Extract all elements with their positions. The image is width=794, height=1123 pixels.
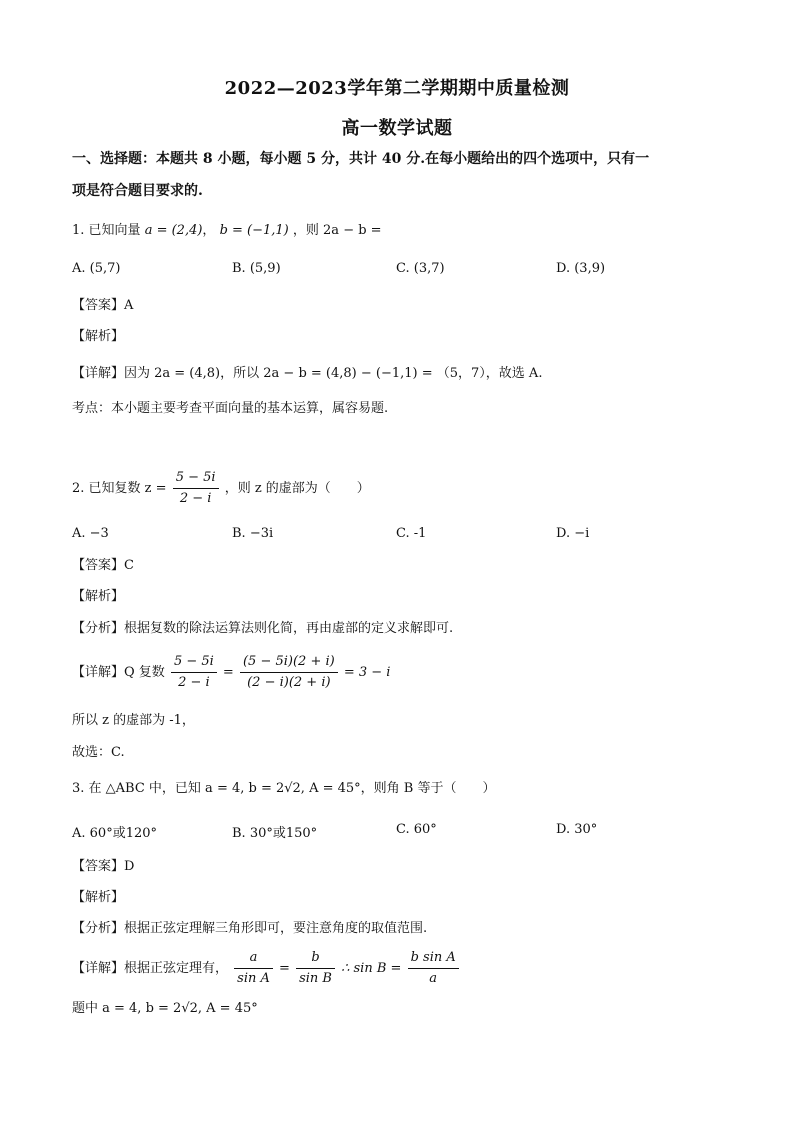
q3-stem: 3. 在 △ABC 中，已知 a = 4, b = 2√2, A = 45°，则角 B 等于（ ）	[72, 781, 496, 796]
q1-ask: ，则 2a − b =	[292, 223, 382, 238]
q3-analysis-label: 【解析】	[72, 890, 125, 905]
q3-fraction-1-den: sin A	[237, 971, 270, 986]
q2-detail-prefix: 【详解】Q 复数	[72, 665, 165, 680]
q3-fraction-2-num: b	[296, 948, 335, 969]
page-subtitle: 高一数学试题	[341, 118, 453, 139]
q1-option-b: B. (5,9)	[232, 261, 281, 276]
q2-detail: 【详解】Q 复数 $\frac{5 - 5i}{2 - i}$ = $\frac{(5 - 5i)(2 + i)}{(2 - i)(2 + i)}$ = 3 − i	[72, 652, 390, 693]
q2-option-c: C. -1	[396, 526, 427, 541]
q2-fenxi: 【分析】根据复数的除法运算法则化简，再由虚部的定义求解即可.	[72, 621, 454, 636]
q1-vector-a: a = (2,4)	[144, 223, 203, 238]
q3-therefore: ∴ sin B =	[341, 961, 402, 976]
q1-analysis-label: 【解析】	[72, 329, 125, 344]
q3-option-d: D. 30°	[556, 822, 598, 837]
q1-answer: 【答案】A	[72, 298, 134, 313]
q2-conclusion: 所以 z 的虚部为 -1，	[72, 713, 195, 728]
q2-fraction	[173, 468, 219, 509]
q1-vector-b: b = (−1,1)	[219, 223, 289, 238]
q1-stem-prefix: 1. 已知向量	[72, 223, 141, 238]
q2-fraction-numerator: 5 − 5i	[173, 468, 219, 489]
q3-fraction-2	[296, 948, 335, 989]
q2-detail-fraction-2-den: (2 − i)(2 + i)	[247, 675, 331, 690]
q2-option-b: B. −3i	[232, 526, 274, 541]
q1-option-d: D. (3,9)	[556, 261, 606, 276]
q3-detail: 【详解】根据正弦定理有， $\frac{a}{\text{sin A}}$ = $\frac{b}{\text{sin B}}$ ∴ sin B = $\frac{\text{b sin A}}{a}$	[72, 948, 461, 989]
q1-stem: 1. 已知向量 a = (2,4)， b = (−1,1) ，则 2a − b =	[72, 223, 382, 238]
q3-fraction-1	[234, 948, 273, 989]
q2-detail-fraction-1-num: 5 − 5i	[171, 652, 217, 673]
q2-fraction-denominator: 2 − i	[179, 491, 212, 506]
q2-detail-result: = 3 − i	[343, 665, 391, 680]
q2-stem-suffix: ，则 z 的虚部为（ ）	[224, 481, 370, 496]
q2-option-a: A. −3	[72, 526, 109, 541]
q2-choose: 故选：C.	[72, 745, 125, 760]
q2-answer: 【答案】C	[72, 558, 134, 573]
q3-given: 题中 a = 4, b = 2√2, A = 45°	[72, 1001, 258, 1016]
q2-stem	[72, 468, 370, 509]
q2-option-d: D. −i	[556, 526, 590, 541]
q3-option-c: C. 60°	[396, 822, 437, 837]
q1-option-a: A. (5,7)	[72, 261, 121, 276]
q1-note: 考点：本小题主要考查平面向量的基本运算，属容易题.	[72, 401, 389, 416]
q2-detail-fraction-1	[171, 652, 217, 693]
q2-analysis-label: 【解析】	[72, 589, 125, 604]
q3-fraction-3-den: a	[429, 971, 438, 986]
q1-detail: 【详解】因为 2a = (4,8)，所以 2a − b = (4,8) − (−1,1) = （5，7），故选 A.	[72, 366, 543, 381]
q3-option-b: B. 30°或150°	[232, 826, 318, 841]
q2-detail-fraction-1-den: 2 − i	[178, 675, 210, 690]
q3-fraction-3-num: b sin A	[408, 948, 459, 969]
q3-answer: 【答案】D	[72, 859, 135, 874]
q2-detail-fraction-2-num: (5 − 5i)(2 + i)	[240, 652, 338, 673]
q3-detail-prefix: 【详解】根据正弦定理有，	[72, 961, 229, 976]
section-heading-line2: 项是符合题目要求的.	[72, 183, 203, 199]
q2-detail-fraction-2	[240, 652, 338, 693]
q2-stem-prefix: 2. 已知复数 z =	[72, 481, 167, 496]
q3-fraction-3	[408, 948, 459, 989]
q3-fenxi: 【分析】根据正弦定理解三角形即可，要注意角度的取值范围.	[72, 921, 428, 936]
q3-fraction-2-den: sin B	[299, 971, 332, 986]
q3-fraction-1-num: a	[234, 948, 273, 969]
q3-option-a: A. 60°或120°	[72, 826, 158, 841]
q1-option-c: C. (3,7)	[396, 261, 445, 276]
section-heading-line1: 一、选择题：本题共 8 小题，每小题 5 分，共计 40 分.在每小题给出的四个选项中，只有一	[72, 151, 650, 167]
page-title: 2022—2023学年第二学期期中质量检测	[224, 78, 570, 99]
